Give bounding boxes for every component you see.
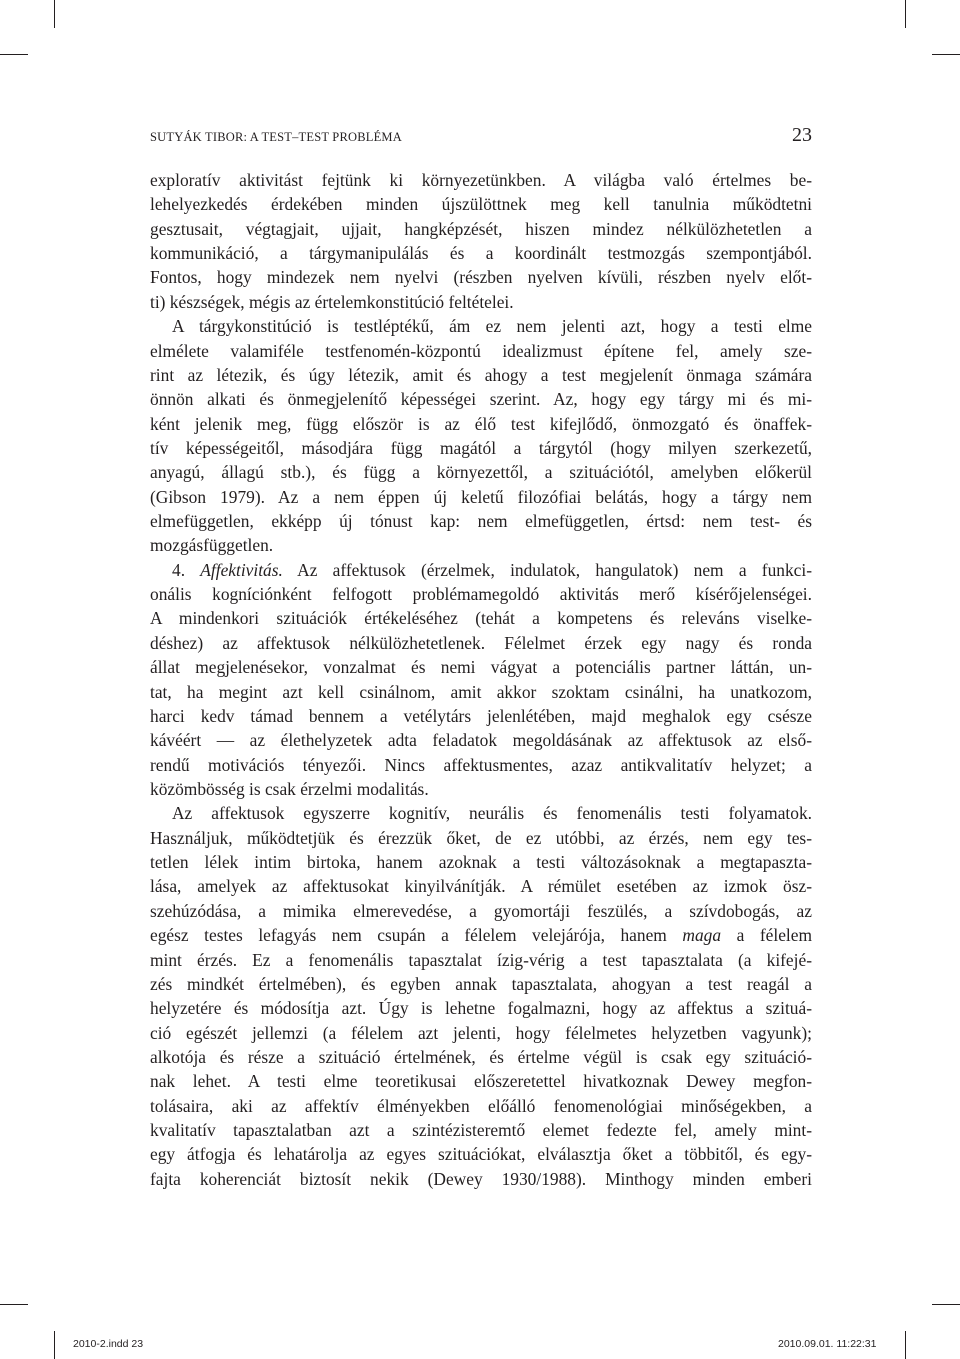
section-lead-text: Az affektusok (érzelmek, indulatok, hangulatok) nem a funkci- [297, 559, 812, 580]
text-line: lása, amelyek az affektusokat kinyilvánítják. A rémület esetében az izmok ösz- [150, 876, 812, 897]
text-line: rint az létezik, és úgy létezik, amit és ahogy a test megjelenít önmaga számára [150, 364, 812, 385]
crop-mark-bottom-right-horizontal [932, 1304, 960, 1305]
text-line: tetlen lélek intim birtoka, hanem azoknak a testi változásoknak a megtapaszta- [150, 852, 812, 873]
running-head [150, 126, 812, 150]
text-line: anyagú, állagú stb.), és függ a környezettől, a szituációtól, amelyben előkerül [150, 462, 812, 483]
text-line: elmélete valamiféle testfenomén-központú idealizmust építene fel, amely sze- [150, 340, 812, 361]
text-line: Fontos, hogy mindezek nem nyelvi (részben nyelven kívüli, részben nyelv előt- [150, 267, 812, 288]
text-line: rendű motivációs tényezői. Nincs affektusmentes, azaz antikvalitatív helyzet; a [150, 754, 812, 775]
text-line: (Gibson 1979). Az a nem éppen új keletű filozófiai belátás, hogy a tárgy nem [150, 486, 812, 507]
crop-mark-top-right-horizontal [932, 54, 960, 55]
text-line: mint érzés. Ez a fenomenális tapasztalat ízig-vérig a test tapasztalata (a kifejé- [150, 949, 812, 970]
text-line: gesztusait, végtagjait, ujjait, hangképzését, hiszen mindez nélkülözhetetlen a [150, 218, 812, 239]
text-line: harci kedv támad bennem a vetélytárs jelenlétében, majd meghalok egy csésze [150, 705, 812, 726]
section-heading-line [150, 558, 812, 582]
crop-mark-top-left-horizontal [0, 54, 28, 55]
text-line: állat megjelenésekor, vonzalmat és nemi vágyat a potenciális partner láttán, un- [150, 657, 812, 678]
text-line: A tárgykonstitúció is testléptékű, ám ez nem jelenti azt, hogy a testi elme [172, 316, 812, 337]
text-line: helyzetére és módosítja azt. Úgy is lehetne fogalmazni, hogy az affektus a szituá- [150, 998, 812, 1019]
line-text: egész testes lefagyás nem csupán a félelem velejárója, hanem [150, 925, 667, 946]
text-line: A mindenkori szituációk értékeléséhez (tehát a kompetens és releváns viselke- [150, 608, 812, 629]
text-line [150, 1191, 812, 1215]
text-line: exploratív aktivitást fejtünk ki környezetünkben. A világba való értelmes be- [150, 170, 812, 190]
page-number: 23 [792, 124, 812, 146]
text-line: lehelyezkedés érdekében minden újszülöttnek meg kell tanulnia működtetni [150, 194, 812, 215]
text-line: Használjuk, működtetjük és érezzük őket, de ez utóbbi, az érzés, nem egy tes- [150, 827, 812, 848]
crop-mark-bottom-left-horizontal [0, 1304, 28, 1305]
text-line: tív képességeitől, másodjára függ magától a tárgytól (hogy milyen szerkezetű, [150, 437, 812, 458]
text-line: kvalitatív tapasztalatban azt a szintézisteremtő elemet fedezte fel, amely mint- [150, 1120, 812, 1141]
text-line: tat, ha megint azt kell csinálnom, amit akkor szoktam csinálni, ha unatkozom, [150, 681, 812, 702]
running-title: SUTYÁK TIBOR: A TEST–TEST PROBLÉMA [150, 130, 402, 144]
text-line: kommunikáció, a tárgymanipulálás és a koordinált testmozgás szempontjából. [150, 243, 812, 264]
text-line: onális kogníciónként felfogott problémamegoldó aktivitás merő kísérőjelenségei. [150, 584, 812, 605]
slug-timestamp: 2010.09.01. 11:22:31 [778, 1338, 877, 1350]
crop-mark-top-right-vertical [905, 0, 906, 28]
text-line: Az affektusok egyszerre kognitív, neurális és fenomenális testi folyamatok. [172, 803, 812, 824]
section-number: 4. [172, 559, 186, 580]
text-line: közömbösség is csak érzelmi modalitás. [150, 778, 429, 799]
text-line: ti) készségek, mégis az értelemkonstitúció feltételei. [150, 291, 514, 312]
text-line: egy átfogja és lehatárolja az egyes szituációkat, elválasztja őket a többitől, és egy- [150, 1144, 812, 1165]
text-line: ként jelenik meg, függ először is az élő test kifejlődő, önmozgató és önaffek- [150, 413, 812, 434]
text-line: szehúzódása, a mimika elmerevedése, a gyomortáji feszülés, a szívdobogás, az [150, 900, 812, 921]
text-line: nak lehet. A testi elme teoretikusai előszeretettel hivatkoznak Dewey megfon- [150, 1071, 812, 1092]
text-line-with-emphasis [150, 923, 812, 947]
text-line: elmefüggetlen, ekképp új tónust kap: nem elmefüggetlen, értsd: nem test- és [150, 511, 812, 532]
emphasis-maga: maga [682, 925, 722, 946]
text-line: zés mindkét értelmében), és egyben annak tapasztalata, ahogyan a test reagál a [150, 973, 812, 994]
text-line: mozgásfüggetlen. [150, 535, 274, 556]
crop-mark-bottom-left-vertical [54, 1331, 55, 1359]
crop-mark-top-left-vertical [54, 0, 55, 28]
body-text [150, 168, 812, 1215]
line-tail: a félelem [736, 925, 812, 946]
text-line: ció egészét jellemzi (a félelem azt jelenti, hogy félelmetes helyzetben vagyunk); [150, 1022, 812, 1043]
slug-file: 2010-2.indd 23 [73, 1338, 144, 1350]
text-line: fajta koherenciát biztosít nekik (Dewey 1930/1988). Minthogy minden emberi [150, 1168, 812, 1189]
crop-mark-bottom-right-vertical [905, 1331, 906, 1359]
text-line: alkotója és része a szituáció értelmének, és értelme végül is csak egy szituáció- [150, 1046, 812, 1067]
text-line: tolásaira, aki az affektív élményekben előálló fenomenológiai minőségekben, a [150, 1095, 812, 1116]
text-line: déshez) az affektusok nélkülözhetetlenek. Félelmet érzek egy nagy és ronda [150, 632, 812, 653]
text-line: önnön alkati és önmegjelenítő képességei szerint. Az, hogy egy tárgy mi és mi- [150, 389, 812, 410]
text-line: kávéért — az élethelyzetek adta feladatok megoldásának az affektusok az első- [150, 730, 812, 751]
section-heading: Affektivitás. [200, 559, 283, 580]
